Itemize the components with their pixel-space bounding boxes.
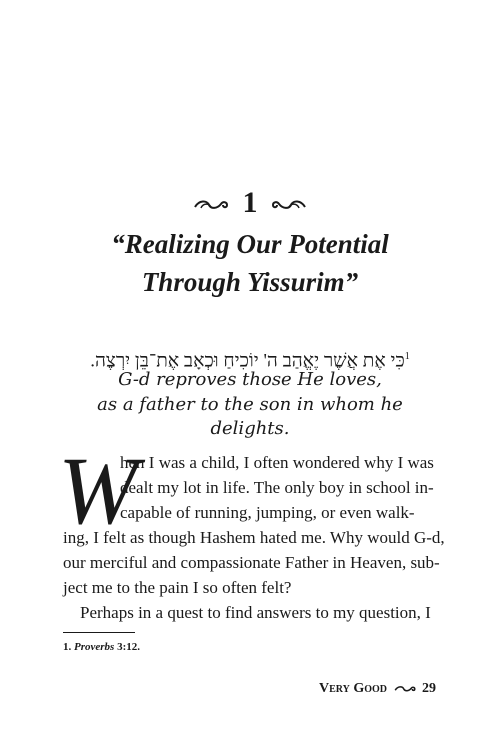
flourish-icon [394,684,416,694]
body-line-5: our merciful and compassionate Father in Heaven, sub- [63,553,440,572]
book-title: Very Good [318,681,387,696]
footnote-reference: 3:12. [117,641,140,653]
body-line-3: capable of running, jumping, or even walk- [120,503,415,522]
footnote-source: Proverbs [74,641,115,653]
right-flourish-icon [271,198,307,212]
left-flourish-icon [193,198,229,212]
body-line-4: ing, I felt as though Hashem hated me. Why would G-d, [63,528,445,547]
body-line-2: dealt my lot in life. The only boy in school in- [120,478,434,497]
footnote-marker: 1 [404,351,410,362]
hebrew-verse-text: כִּי אֶת אֲשֶׁר יֶאֱהַב ה' יוֹכִיחַ וּכְאָב אֶת־בֵּן יִרְצֶה. [90,350,405,372]
chapter-title-line-2: Through Yissurim” [141,267,359,297]
chapter-marker [0,186,500,220]
verse-translation-line-1: G-d reproves those He loves, [118,369,382,390]
footnote-divider [63,632,135,633]
page-number: 29 [422,681,436,696]
verse-translation-line-2: as a father to the son in whom he delights. [97,394,403,439]
drop-cap: W [58,437,138,544]
chapter-number: 1 [242,186,258,219]
body-line-7: Perhaps in a quest to find answers to my question, I [80,603,431,622]
running-footer [319,680,436,698]
body-line-6: ject me to the pain I so often felt? [63,578,292,597]
footnote-number: 1. [63,641,72,653]
chapter-title-line-1: “Realizing Our Potential [111,229,389,259]
body-line-1: hen I was a child, I often wondered why I was [120,453,434,472]
footnote [63,640,140,654]
